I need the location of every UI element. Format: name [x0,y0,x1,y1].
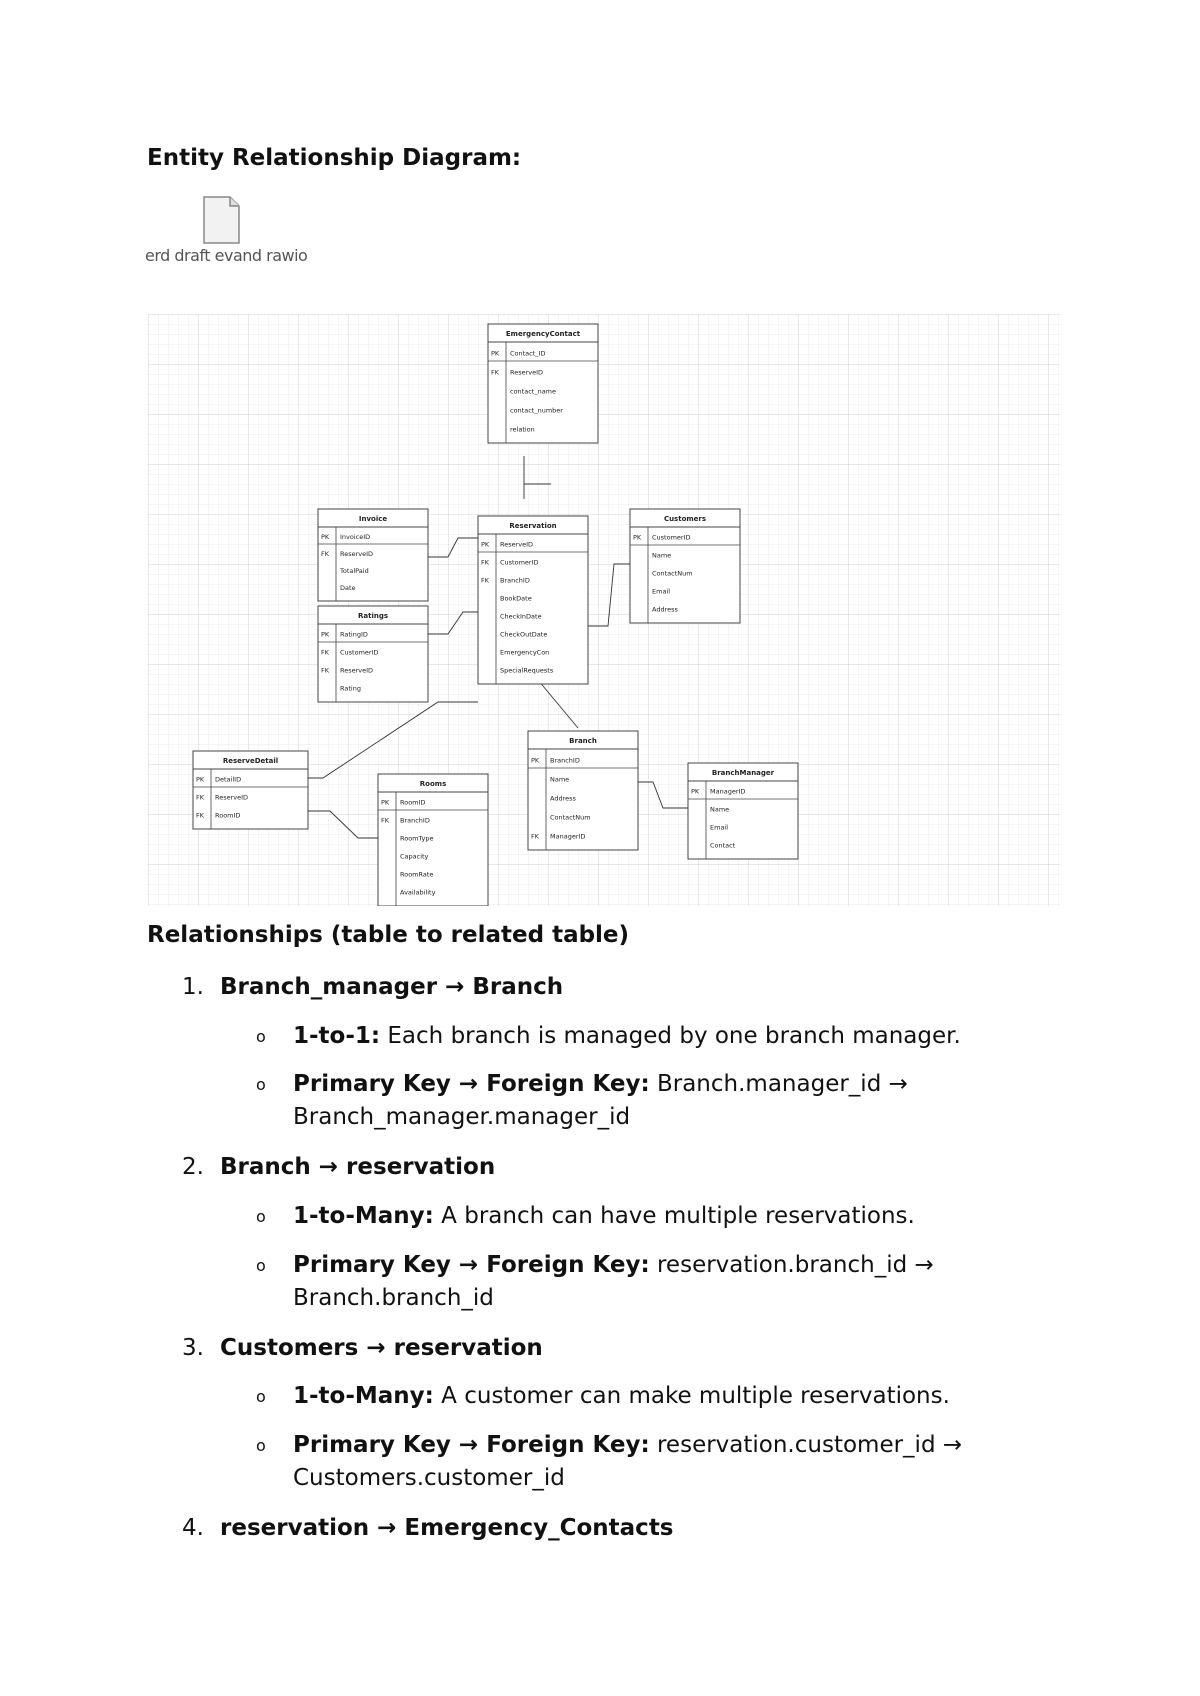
entity-title: Invoice [358,515,388,523]
entity-key: FK [196,811,205,820]
entity-field: ReserveID [500,540,534,549]
entity-title: Rooms [419,780,447,788]
entity-key: PK [491,349,500,358]
entity-field: ContactNum [652,569,693,578]
entity-field: BookDate [500,594,532,603]
entity-reservation [478,516,588,684]
relationship-title: Branch_manager → Branch [220,974,564,1000]
entity-field: Contact_ID [510,349,546,358]
list-item: 2. Branch → reservation [182,1154,496,1180]
entity-field: Date [340,583,356,592]
entity-key: FK [491,368,500,377]
entity-field: Email [710,823,729,832]
relationship-title: Customers → reservation [220,1335,543,1361]
entity-rooms [378,774,488,906]
entity-field: Address [652,605,678,614]
entity-key: FK [481,576,490,585]
entity-field: Capacity [400,852,429,861]
entity-key: PK [196,775,205,784]
relationship-title: reservation → Emergency_Contacts [220,1515,674,1541]
entity-title: Customers [663,515,707,523]
entity-title: Reservation [509,522,557,530]
entity-field: ReserveID [215,793,249,802]
entity-field: BranchID [400,816,430,825]
bullet-icon: o [256,1387,266,1406]
entity-key: FK [481,558,490,567]
entity-title: Ratings [357,612,389,620]
entity-field: BranchID [500,576,530,585]
entity-title: ReserveDetail [222,757,279,765]
document-icon [202,196,240,244]
entity-field: RoomID [215,811,241,820]
entity-field: ReserveID [340,666,374,675]
entity-field: Name [652,551,672,560]
entity-field: Rating [340,684,361,693]
entity-field: ReserveID [340,549,374,558]
entity-field: CustomerID [340,648,379,657]
relationships-heading: Relationships (table to related table) [147,922,630,948]
bullet-icon: o [256,1207,266,1226]
entity-key: PK [633,533,642,542]
entity-invoice [318,509,428,601]
bullet-icon: o [256,1436,266,1455]
entity-title: Branch [569,737,597,745]
bullet-icon: o [256,1256,266,1275]
entity-customers [630,509,740,623]
entity-field: contact_name [510,387,557,396]
entity-field: contact_number [510,406,563,415]
entity-field: RoomRate [400,870,434,879]
entity-key: PK [691,787,700,796]
entity-field: BranchID [550,756,580,765]
entity-key: FK [321,549,330,558]
entity-field: ManagerID [550,832,586,841]
page-heading: Entity Relationship Diagram: [147,145,522,171]
entity-field: Name [550,775,570,784]
entity-key: FK [196,793,205,802]
entity-field: Email [652,587,671,596]
entity-field: CustomerID [500,558,539,567]
entity-field: relation [510,425,535,434]
entity-field: ContactNum [550,813,591,822]
entity-field: CustomerID [652,533,691,542]
entity-field: Contact [710,841,736,850]
entity-reservedetail [193,751,308,829]
entity-field: RoomType [400,834,434,843]
entity-field: ManagerID [710,787,746,796]
entity-key: PK [481,540,490,549]
entity-title: BranchManager [711,769,775,777]
file-attachment[interactable] [145,196,308,266]
entity-branchmanager [688,763,798,859]
bullet-icon: o [256,1075,266,1094]
bullet-icon: o [256,1027,266,1046]
entity-key: PK [321,532,330,541]
list-item: 1. Branch_manager → Branch [182,974,564,1000]
entity-field: ReserveID [510,368,544,377]
entity-key: FK [321,666,330,675]
entity-key: PK [531,756,540,765]
entity-field: Availability [400,888,436,897]
erd-diagram [148,314,1060,906]
entity-field: Address [550,794,576,803]
relationship-title: Branch → reservation [220,1154,496,1180]
entity-emergency [488,324,598,443]
entity-key: FK [531,832,540,841]
entity-field: TotalPaid [340,566,369,575]
entity-field: CheckOutDate [500,630,548,639]
entity-ratings [318,606,428,702]
entity-key: FK [381,816,390,825]
list-item: 3. Customers → reservation [182,1335,543,1361]
entity-key: PK [321,630,330,639]
attachment-label: erd draft evand rawio [145,246,308,265]
entity-field: DetailID [215,775,242,784]
entity-branch [528,731,638,850]
entity-field: SpecialRequests [500,666,554,675]
entity-field: EmergencyCon [500,648,550,657]
entity-field: RoomID [400,798,426,807]
list-item: 4. reservation → Emergency_Contacts [182,1515,674,1541]
entity-key: FK [321,648,330,657]
entity-field: InvoiceID [340,532,371,541]
entity-key: PK [381,798,390,807]
entity-field: Name [710,805,730,814]
entity-field: CheckInDate [500,612,542,621]
entity-title: EmergencyContact [505,330,581,338]
entity-field: RatingID [340,630,368,639]
